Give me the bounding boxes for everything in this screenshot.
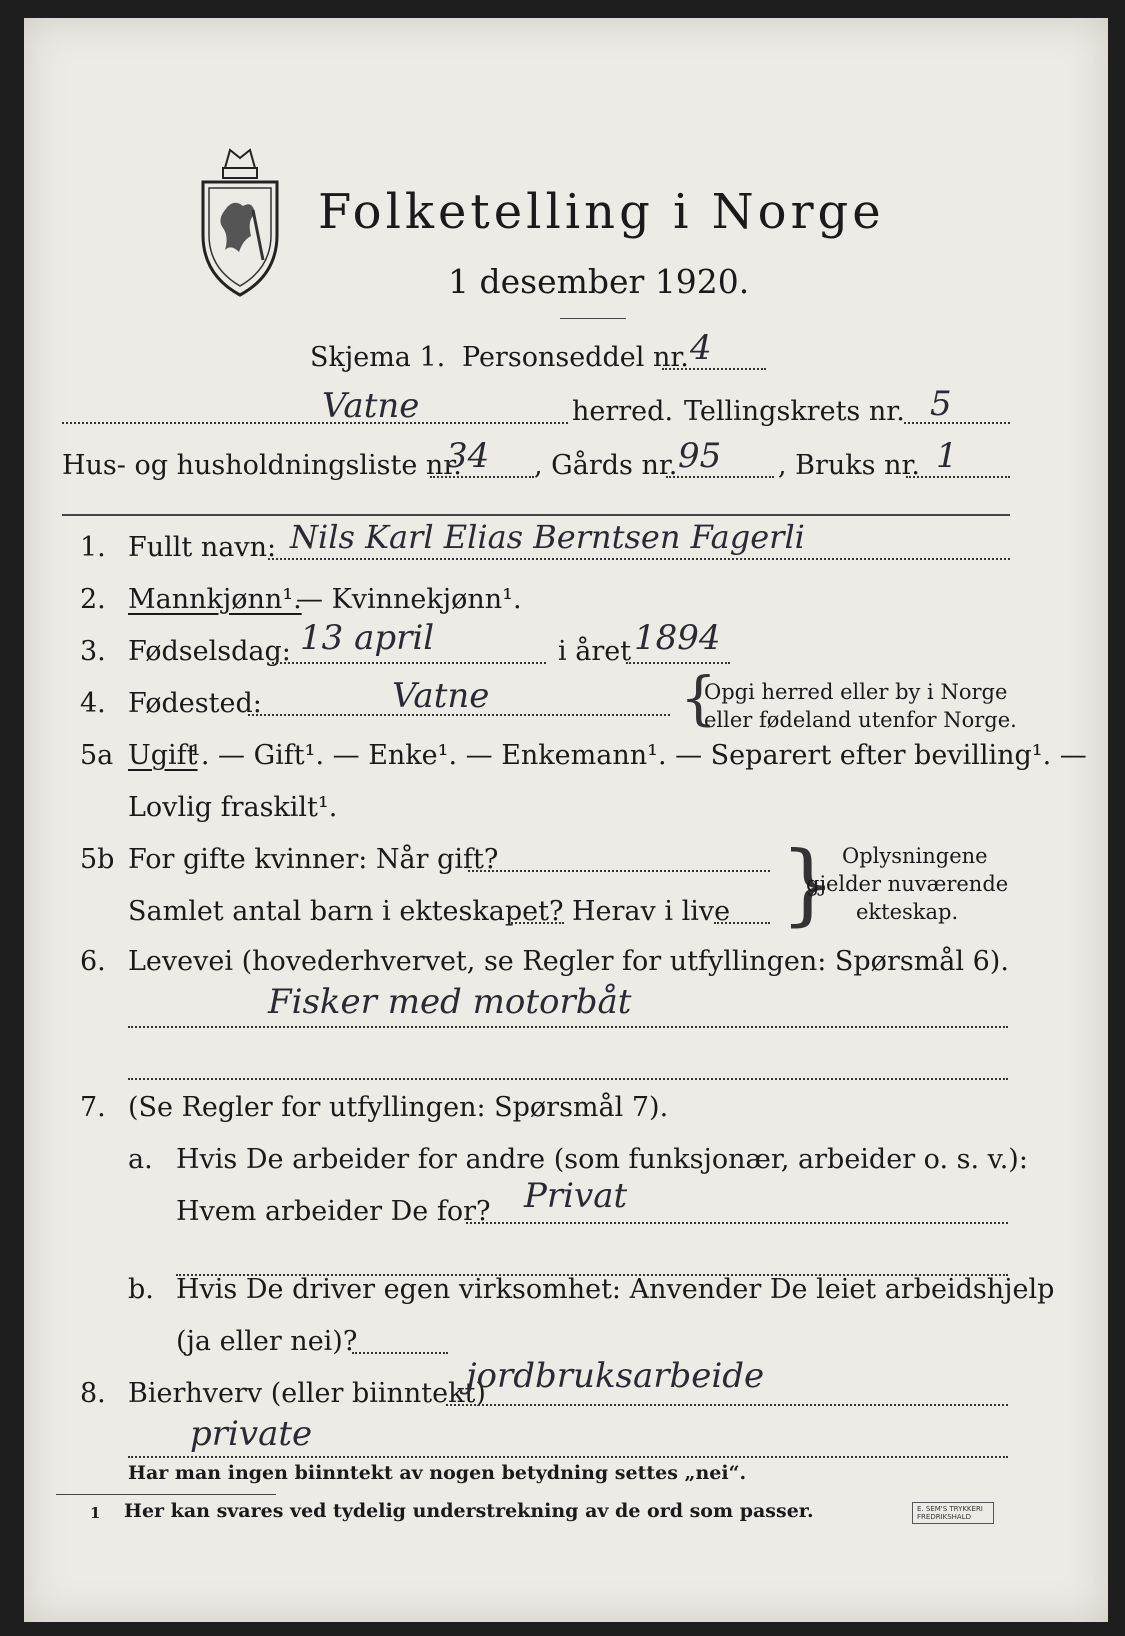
q5b-line [468,870,770,872]
form-title: Folketelling i Norge [318,184,885,240]
bruks-label: , Bruks nr. [778,450,921,481]
coat-of-arms-icon [195,140,285,300]
q5a-options: ¹. — Gift¹. — Enke¹. — Enkemann¹. — Separert efter bevilling¹. — [190,740,1087,771]
tellingskrets-label: Tellingskrets nr. [684,396,905,427]
q8-side-income-value2[interactable]: private [190,1414,313,1454]
q1-full-name-value[interactable]: Nils Karl Elias Berntsen Fagerli [290,518,805,556]
tellingskrets-line [904,422,1010,424]
q8-line2 [128,1456,1008,1458]
q3-label: Fødselsdag: [128,636,291,667]
q7-label: (Se Regler for utfyllingen: Spørsmål 7). [128,1092,669,1123]
personseddel-value[interactable]: 4 [690,328,712,368]
herred-line [62,422,568,424]
q7b-label: Hvis De driver egen virksomhet: Anvender De leiet arbeidshjelp [176,1274,1055,1305]
personseddel-label: Personseddel nr. [462,342,689,373]
q6-label: Levevei (hovederhvervet, se Regler for utfyllingen: Spørsmål 6). [128,946,1009,977]
husliste-value[interactable]: 34 [446,436,490,476]
q5b-line2: Samlet antal barn i ekteskapet? [128,896,564,927]
q7a-letter: a. [128,1144,153,1175]
gards-value[interactable]: 95 [678,436,722,476]
q3-number: 3. [80,636,106,667]
bruks-line [906,476,1010,478]
footnote-divider [56,1494,276,1495]
q8-label: Bierhverv (eller biinntekt) [128,1378,486,1409]
q8-note: Har man ingen biinntekt av nogen betydning settes „nei“. [128,1462,747,1484]
q5a-number: 5a [80,740,114,771]
footnote-mark: 1 [90,1504,101,1522]
bruks-value[interactable]: 1 [936,436,958,476]
q2-number: 2. [80,584,106,615]
skjema-label: Skjema 1. [310,342,446,373]
title-divider [560,318,626,319]
q5b-herav-line [714,922,770,924]
q7b-line [352,1352,448,1354]
q5b-note-line2: gjelder nuværende [806,872,1009,896]
census-date: 1 desember 1920. [448,262,750,301]
q8-side-income-value[interactable]: jordbruksarbeide [466,1356,765,1396]
q8-number: 8. [80,1378,106,1409]
q7b-line2: (ja eller nei)? [176,1326,358,1357]
herred-value[interactable]: Vatne [322,386,420,426]
printer-stamp: E. SEM'S TRYKKERI FREDRIKSHALD [912,1502,994,1524]
q2-kvinnekjonn: — Kvinnekjønn¹. [296,584,522,615]
q5b-children-line [508,922,564,924]
q5b-note-line1: Oplysningene [842,844,988,868]
q5a-ugift: Ugift [128,740,198,771]
herred-label: herred. [572,396,674,427]
footnote-text: Her kan svares ved tydelig understrekning av de ord som passer. [124,1500,814,1522]
gards-line [666,476,774,478]
q1-label: Fullt navn: [128,532,277,563]
q4-label: Fødested: [128,688,262,719]
husliste-label: Hus- og husholdningsliste nr. [62,450,462,481]
q7b-letter: b. [128,1274,154,1305]
q4-brace: { [680,664,717,732]
tellingskrets-value[interactable]: 5 [930,384,952,424]
husliste-line [430,476,534,478]
header-divider [62,514,1010,516]
q5b-label: For gifte kvinner: Når gift? [128,844,499,875]
q4-note-line1: Opgi herred eller by i Norge [704,680,1008,704]
q6-number: 6. [80,946,106,977]
q7a-line2: Hvem arbeider De for? [176,1196,491,1227]
q5b-brace: } [780,832,836,935]
q3-line [272,662,546,664]
q3-year-label: i året [558,636,632,667]
q4-note-line2: eller fødeland utenfor Norge. [704,708,1017,732]
q5b-note-line3: ekteskap. [856,900,959,924]
q1-number: 1. [80,532,106,563]
q5b-number: 5b [80,844,115,875]
q4-number: 4. [80,688,106,719]
q4-birthplace-value[interactable]: Vatne [392,676,490,716]
q5b-herav: Herav i live [572,896,731,927]
q7a-label: Hvis De arbeider for andre (som funksjonær, arbeider o. s. v.): [176,1144,1028,1175]
personseddel-line [662,368,766,370]
q7a-employer-value[interactable]: Privat [524,1176,628,1216]
q6-line2 [128,1078,1008,1080]
q6-occupation-value[interactable]: Fisker med motorbåt [268,982,632,1022]
q8-line [446,1404,1008,1406]
q7-number: 7. [80,1092,106,1123]
q1-line [268,558,1010,560]
q3-year-value[interactable]: 1894 [634,618,721,658]
q5a-line2: Lovlig fraskilt¹. [128,792,338,823]
q7a-line [466,1222,1008,1224]
q3-birthday-value[interactable]: 13 april [300,618,435,658]
q6-line1 [128,1026,1008,1028]
gards-label: , Gårds nr. [534,450,678,481]
q2-mannkjonn: Mannkjønn¹. [128,584,302,615]
